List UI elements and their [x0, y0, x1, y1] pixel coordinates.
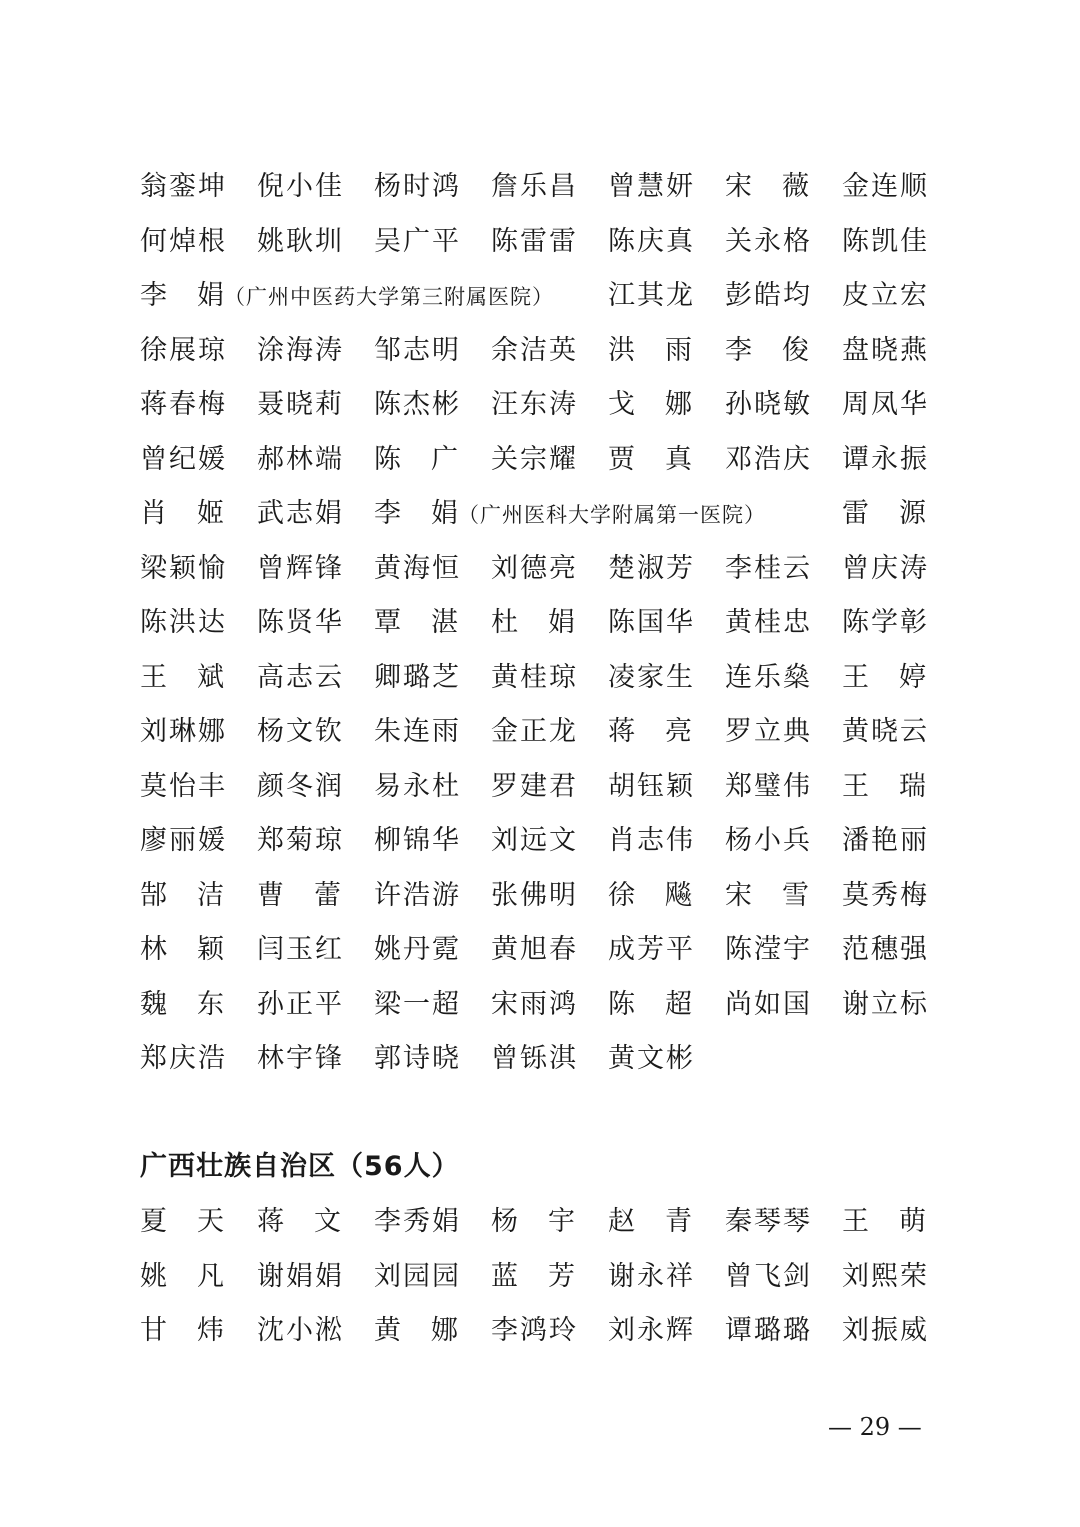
name-row	[140, 978, 940, 1033]
name-entry: 覃 湛	[374, 607, 458, 638]
name-entry: 林宇锋	[257, 1043, 344, 1074]
name-entry: 陈 超	[608, 988, 692, 1020]
name-entry: 曹 蕾	[257, 879, 341, 911]
name-entry: 秦琴琴	[725, 1206, 812, 1237]
name-entry: 武志娟	[257, 498, 344, 529]
name-entry: 戈 娜	[608, 389, 692, 420]
name-entry: 陈贤华	[257, 607, 344, 638]
name-entry: 陈雷雷	[491, 225, 578, 257]
name-entry: 夏 天	[140, 1206, 224, 1237]
name-row	[140, 869, 940, 924]
name-entry: 聂晓莉	[257, 389, 344, 420]
name-entry: 杨 宇	[491, 1206, 575, 1237]
name-entry: 李鸿玲	[491, 1315, 578, 1346]
name-entry: 黄晓云	[842, 716, 929, 747]
name-entry: 黄桂忠	[725, 607, 812, 638]
name-row	[140, 542, 940, 597]
name-entry: 徐展琼	[140, 334, 227, 366]
name-entry: 姚丹霓	[374, 934, 461, 965]
name-entry: 蒋 亮	[608, 716, 692, 747]
name-entry: 莫怡丰	[140, 770, 227, 802]
name-entry: 莫秀梅	[842, 879, 929, 911]
name-entry: 曾慧妍	[608, 171, 695, 202]
name-entry: 蒋 文	[257, 1206, 341, 1237]
name-entry: 谢娟娟	[257, 1260, 344, 1292]
name-entry: 翁銮坤	[140, 171, 227, 202]
name-entry: 蒋春梅	[140, 389, 227, 420]
name-entry: 沈小淞	[257, 1315, 344, 1346]
name-entry: 曾飞剑	[725, 1260, 812, 1292]
name-entry: 杨时鸿	[374, 171, 461, 202]
name-entry: 肖 姬	[140, 498, 224, 529]
name-entry: 刘琳娜	[140, 716, 227, 747]
name-entry: 汪东涛	[491, 389, 578, 420]
name-entry: 范穗强	[842, 934, 929, 965]
name-entry: 郜 洁	[140, 879, 224, 911]
name-entry: 贾 真	[608, 443, 692, 475]
name-entry: 朱连雨	[374, 716, 461, 747]
name-entry: 皮立宏	[842, 280, 929, 311]
guangxi-name-list	[140, 1195, 940, 1359]
name-entry: 曾纪媛	[140, 443, 227, 475]
name-entry: 赵 青	[608, 1206, 692, 1237]
name-entry: 詹乐昌	[491, 171, 578, 202]
name-entry: 陈庆真	[608, 225, 695, 257]
name-entry: 周凤华	[842, 389, 929, 420]
name-entry: 黄旭春	[491, 934, 578, 965]
name-entry: 王 萌	[842, 1206, 926, 1237]
name-entry: 姚 凡	[140, 1260, 224, 1292]
name-entry: 刘永辉	[608, 1315, 695, 1346]
name-entry: 谢永祥	[608, 1260, 695, 1292]
name-entry: 关宗耀	[491, 443, 578, 475]
name-entry: 凌家生	[608, 661, 695, 693]
name-row	[140, 324, 940, 379]
name-entry: 倪小佳	[257, 171, 344, 202]
name-row	[140, 814, 940, 869]
name-entry: 卿璐芝	[374, 661, 461, 693]
name-entry: 郑菊琼	[257, 825, 344, 856]
name-entry: 郝林端	[257, 443, 344, 475]
name-entry: 金正龙	[491, 716, 578, 747]
name-entry: 黄海恒	[374, 552, 461, 584]
name-entry: 余洁英	[491, 334, 578, 366]
name-entry: 曾辉锋	[257, 552, 344, 584]
name-entry: 甘 炜	[140, 1315, 224, 1346]
name-entry: 梁颖愉	[140, 552, 227, 584]
name-entry: 成芳平	[608, 934, 695, 965]
name-entry: 谢立标	[842, 988, 929, 1020]
name-entry: 宋雨鸿	[491, 988, 578, 1020]
name-entry: 王 瑞	[842, 770, 926, 802]
name-entry: 彭皓均	[725, 280, 812, 311]
name-entry: 曾庆涛	[842, 552, 929, 584]
name-entry: 黄文彬	[608, 1043, 695, 1074]
name-entry: 潘艳丽	[842, 825, 929, 856]
name-entry: 刘远文	[491, 825, 578, 856]
name-entry: 陈滢宇	[725, 934, 812, 965]
name-entry: 雷 源	[842, 498, 926, 529]
name-entry: 刘德亮	[491, 552, 578, 584]
name-entry: 罗立典	[725, 716, 812, 747]
name-entry: 吴广平	[374, 225, 461, 257]
name-entry: 陈凯佳	[842, 225, 929, 257]
name-entry: 许浩游	[374, 879, 461, 911]
name-entry: 孙晓敏	[725, 389, 812, 420]
name-entry-with-note	[140, 269, 554, 324]
name-row	[140, 705, 940, 760]
name-entry: 魏 东	[140, 988, 224, 1020]
name-entry: 陈 广	[374, 443, 458, 475]
name-entry: 李 娟	[140, 280, 224, 311]
name-row	[140, 1195, 940, 1250]
affiliation-note: （广州中医药大学第三附属医院）	[224, 285, 554, 309]
name-row	[140, 378, 940, 433]
name-entry: 梁一超	[374, 988, 461, 1020]
name-entry: 宋 薇	[725, 171, 809, 202]
name-entry: 高志云	[257, 661, 344, 693]
name-entry: 廖丽媛	[140, 825, 227, 856]
name-entry: 刘振威	[842, 1315, 929, 1346]
name-entry: 杜 娟	[491, 607, 575, 638]
name-entry: 闫玉红	[257, 934, 344, 965]
name-entry: 孙正平	[257, 988, 344, 1020]
name-entry: 江其龙	[608, 280, 695, 311]
name-entry: 李桂云	[725, 552, 812, 584]
name-entry: 王 婷	[842, 661, 926, 693]
name-entry: 李秀娟	[374, 1206, 461, 1237]
name-entry: 易永杜	[374, 770, 461, 802]
name-row	[140, 760, 940, 815]
name-entry: 郑璧伟	[725, 770, 812, 802]
name-entry: 陈杰彬	[374, 389, 461, 420]
name-entry: 陈洪达	[140, 607, 227, 638]
name-entry: 谭璐璐	[725, 1315, 812, 1346]
name-entry: 徐 飚	[608, 879, 692, 911]
name-row	[140, 1304, 940, 1359]
name-row	[140, 1032, 940, 1087]
name-row	[140, 269, 940, 324]
name-row	[140, 1250, 940, 1305]
name-entry: 刘园园	[374, 1260, 461, 1292]
name-entry: 涂海涛	[257, 334, 344, 366]
name-entry: 蓝 芳	[491, 1260, 575, 1292]
name-entry: 谭永振	[842, 443, 929, 475]
name-entry: 林 颖	[140, 934, 224, 965]
name-entry: 王 斌	[140, 661, 224, 693]
name-entry: 宋 雪	[725, 879, 809, 911]
name-entry: 邓浩庆	[725, 443, 812, 475]
name-entry: 陈学彰	[842, 607, 929, 638]
name-entry: 何焯根	[140, 225, 227, 257]
name-entry: 楚淑芳	[608, 552, 695, 584]
name-entry: 柳锦华	[374, 825, 461, 856]
name-row	[140, 651, 940, 706]
name-entry: 尚如国	[725, 988, 812, 1020]
name-entry: 曾铄淇	[491, 1043, 578, 1074]
name-entry: 盘晓燕	[842, 334, 929, 366]
name-entry: 刘熙荣	[842, 1260, 929, 1292]
name-row	[140, 487, 940, 542]
name-entry: 郭诗晓	[374, 1043, 461, 1074]
name-entry: 肖志伟	[608, 825, 695, 856]
affiliation-note: （广州医科大学附属第一医院）	[458, 503, 766, 527]
name-entry: 李 俊	[725, 334, 809, 366]
name-entry: 洪 雨	[608, 334, 692, 366]
name-row	[140, 923, 940, 978]
name-entry: 李 娟	[374, 498, 458, 529]
name-entry: 杨文钦	[257, 716, 344, 747]
name-entry-with-note	[374, 487, 766, 542]
name-entry: 罗建君	[491, 770, 578, 802]
name-entry: 杨小兵	[725, 825, 812, 856]
guangdong-name-list	[140, 160, 940, 1087]
name-entry: 关永格	[725, 225, 812, 257]
name-entry: 黄桂琼	[491, 661, 578, 693]
section-heading-guangxi: 广西壮族自治区（56人）	[140, 1151, 460, 1182]
name-entry: 颜冬润	[257, 770, 344, 802]
name-entry: 陈国华	[608, 607, 695, 638]
name-entry: 姚耿圳	[257, 225, 344, 257]
name-entry: 连乐燊	[725, 661, 812, 693]
name-row	[140, 596, 940, 651]
name-entry: 郑庆浩	[140, 1043, 227, 1074]
name-row	[140, 160, 940, 215]
page-number: — 29 —	[828, 1413, 922, 1441]
name-row	[140, 433, 940, 488]
name-entry: 金连顺	[842, 171, 929, 202]
name-entry: 张佛明	[491, 879, 578, 911]
name-entry: 胡钰颖	[608, 770, 695, 802]
name-entry: 邹志明	[374, 334, 461, 366]
name-entry: 黄 娜	[374, 1315, 458, 1346]
name-row	[140, 215, 940, 270]
